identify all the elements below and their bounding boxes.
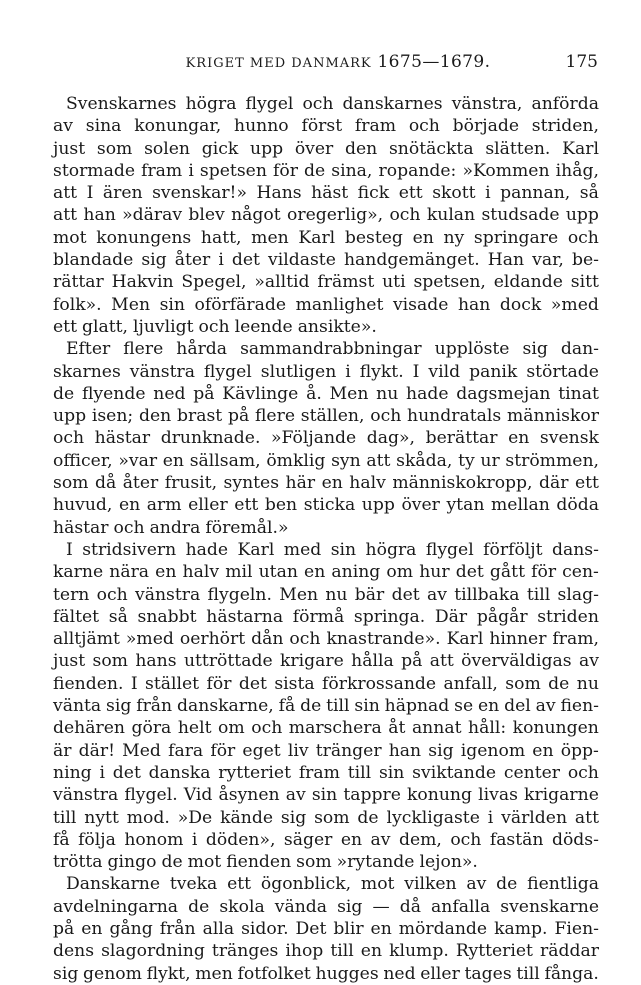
text-line: alltjämt »med oerhört dån och knastrande». Karl hinner fram, xyxy=(53,629,599,650)
text-line: till nytt mod. »De kände sig som de lyckligaste i världen att xyxy=(53,807,599,828)
text-line: officer, »var en sällsam, ömklig syn att skåda, ty ur strömmen, xyxy=(53,450,599,471)
text-line: Svenskarnes högra flygel och danskarnes vänstra, anförda xyxy=(66,94,599,114)
page-number: 175 xyxy=(565,52,598,72)
text-line: just som solen gick upp över den snötäckta slätten. Karl xyxy=(53,138,599,159)
text-line: dens slagordning tränges ihop till en klump. Rytteriet räddar xyxy=(53,941,599,962)
text-line: och hästar drunknade. »Följande dag», berättar en svensk xyxy=(53,428,599,449)
text-line: dehären göra helt om och marschera åt annat håll: konungen xyxy=(53,718,599,739)
text-line: ett glatt, ljuvligt och leende ansikte». xyxy=(53,316,377,337)
text-line: fienden. I stället för det sista förkrossande anfall, som de nu xyxy=(53,673,599,694)
text-line: Danskarne tveka ett ögonblick, mot vilken av de fientliga xyxy=(66,874,599,895)
chapter-title xyxy=(78,52,598,72)
text-line: vänta sig från danskarne, få de till sin häpnad se en del av fien- xyxy=(53,696,599,717)
text-line: mot konungens hatt, men Karl besteg en ny springare och xyxy=(53,227,599,248)
text-line: fältet så snabbt hästarna förmå springa. Där pågår striden xyxy=(53,606,599,627)
text-line: just som hans uttröttade krigare hålla på att överväldigas av xyxy=(53,651,599,672)
text-line: ning i det danska rytteriet fram till sin sviktande center och xyxy=(53,762,599,783)
chapter-title-years: 1675—1679. xyxy=(377,52,491,72)
text-line: trötta gingo de mot fienden som »rytande lejon». xyxy=(53,852,478,873)
text-line: som då åter frusit, syntes här en halv människokropp, där ett xyxy=(53,473,599,494)
text-line: sig genom flykt, men fotfolket hugges ned eller tages till fånga. xyxy=(53,963,599,984)
text-line: karne nära en halv mil utan en aning om hur det gått för cen- xyxy=(53,562,599,583)
text-line: huvud, en arm eller ett ben sticka upp över ytan mellan döda xyxy=(53,495,599,516)
running-head xyxy=(78,52,598,80)
text-line: blandade sig åter i det vildaste handgemänget. Han var, be- xyxy=(53,250,599,271)
text-line: av sina konungar, hunno först fram och började striden, xyxy=(53,116,599,137)
text-line: att I ären svenskar!» Hans häst fick ett skott i pannan, så xyxy=(53,183,599,204)
text-line: stormade fram i spetsen för de sina, ropande: »Kommen ihåg, xyxy=(53,160,599,181)
text-line: Efter flere hårda sammandrabbningar upplöste sig dan- xyxy=(66,339,599,360)
text-line: är där! Med fara för eget liv tränger han sig igenom en öpp- xyxy=(53,740,599,761)
text-line: tern och vänstra flygeln. Men nu bär det av tillbaka till slag- xyxy=(53,584,599,605)
text-line: på en gång från alla sidor. Det blir en mördande kamp. Fien- xyxy=(53,918,599,939)
text-line: folk». Men sin oförfärade manlighet visade han dock »med xyxy=(53,294,599,315)
text-line: vänstra flygel. Vid åsynen av sin tappre konung livas krigarne xyxy=(53,785,599,806)
text-line: upp isen; den brast på flere ställen, och hundratals människor xyxy=(53,406,599,427)
text-line: hästar och andra föremål.» xyxy=(53,517,289,538)
chapter-title-caps: KRIGET MED DANMARK xyxy=(185,56,372,71)
text-line: rättar Hakvin Spegel, »alltid främst uti spetsen, eldande sitt xyxy=(53,272,599,293)
text-line: avdelningarna de skola vända sig — då anfalla svenskarne xyxy=(53,896,599,917)
text-line: få följa honom i döden», säger en av dem, och fastän döds- xyxy=(53,829,599,850)
text-line: skarnes vänstra flygel slutligen i flykt. I vild panik störtade xyxy=(53,361,599,382)
text-line: att han »därav blev något oregerlig», och kulan studsade upp xyxy=(53,205,599,226)
body-text xyxy=(53,93,599,985)
text-line: I stridsivern hade Karl med sin högra flygel förföljt dans- xyxy=(66,539,599,560)
text-line: de flyende ned på Kävlinge å. Men nu hade dagsmejan tinat xyxy=(53,383,599,404)
